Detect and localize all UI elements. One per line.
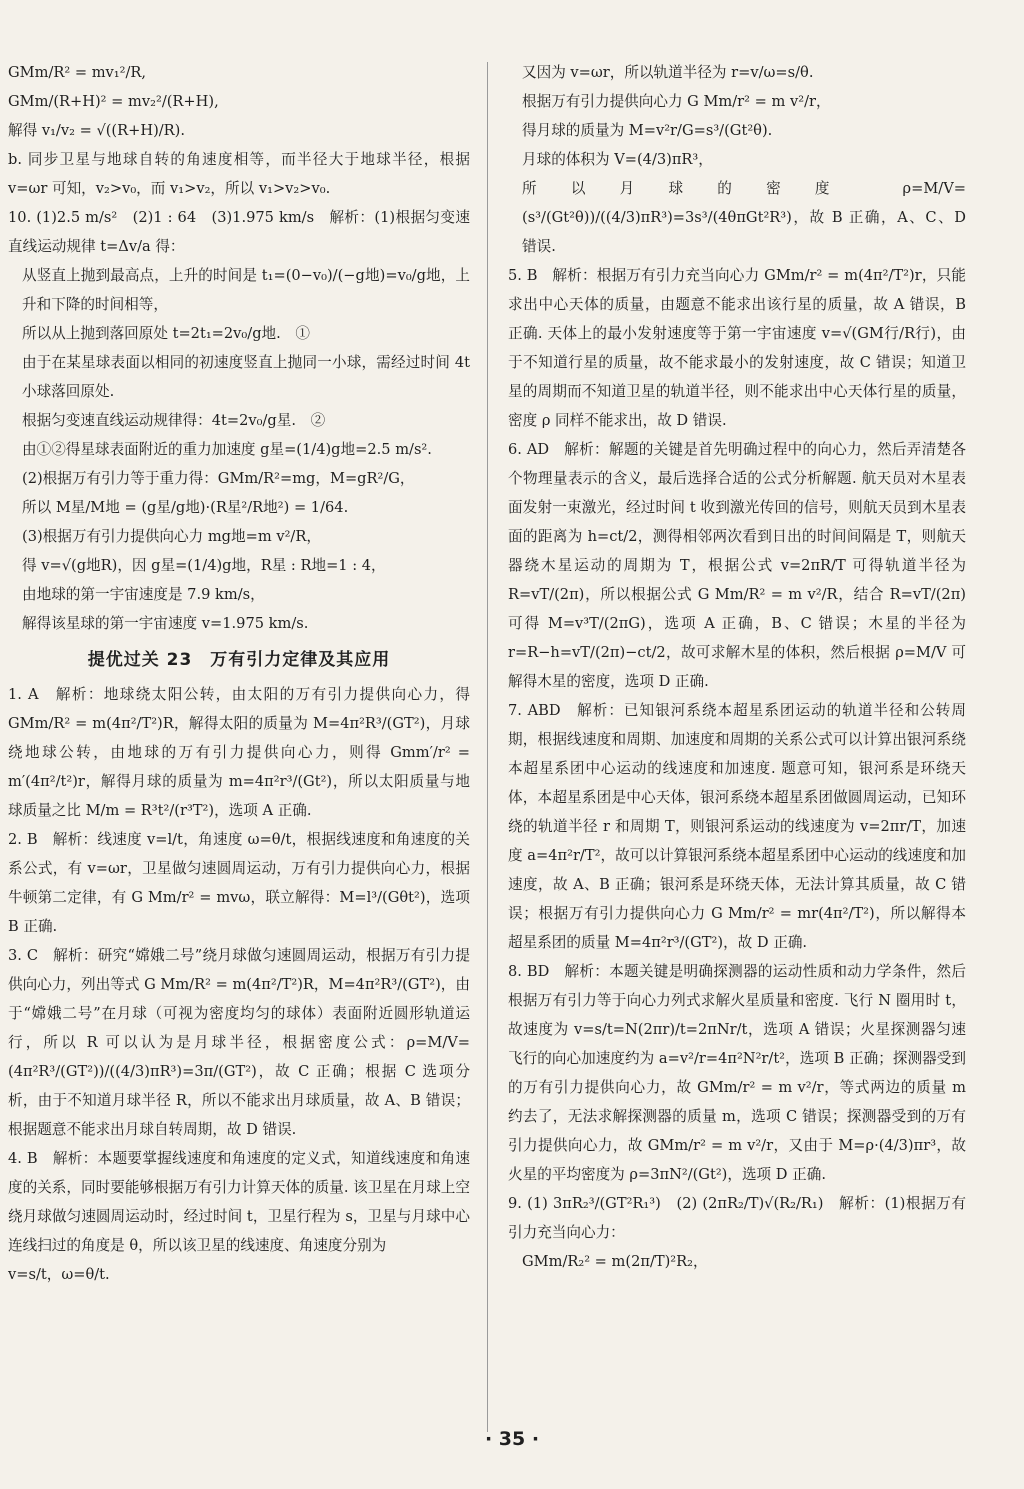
paragraph: 由地球的第一宇宙速度是 7.9 km/s， [22,586,265,603]
section-title: 提优过关 23 万有引力定律及其应用 [87,650,391,670]
answer-6: 6. AD 解析：解题的关键是首先明确过程中的向心力，然后弄清楚各个物理量表示的含义，最后选择合适的公式分析解题. 航天员对木星表面发射一束激光，经过时间 t 收到激光传回的信号，则航天员到木星表面的距离为 h=ct/2，测得相邻两次看到日出的时间间隔是 T，则航天器绕木星运动的周期为 T，根据公式 v=2πR/T 可得轨道半径为 R=vT/(2π)，所以根据公式 G Mm/R² = m v²/R，结合 R=vT/(2π) 可得 M=v³T/(2πG)，选项 A 正确，B、C 错误；木星的半径为 r=R−h=vT/(2π)−ct/2，故可求解木星的体积，然后根据 ρ=M/V 可解得木星的密度，选项 D 正确. [508,441,966,690]
answer-9: 9. (1) 3πR₂³/(GT²R₁³) (2) (2πR₂/T)√(R₂/R₁) 解析：(1)根据万有引力充当向心力： [508,1195,966,1241]
paragraph: 从竖直上抛到最高点，上升的时间是 t₁=(0−v₀)/(−g地)=v₀/g地，上升和下降的时间相等， [22,267,470,313]
answer-2: 2. B 解析：线速度 v=l/t，角速度 ω=θ/t，根据线速度和角速度的关系公式，有 v=ωr，卫星做匀速圆周运动，万有引力提供向心力，根据牛顿第二定律，有 G Mm/r² = mvω，联立解得：M=l³/(Gθt²)，选项 B 正确. [8,831,470,935]
answer-3: 3. C 解析：研究“嫦娥二号”绕月球做匀速圆周运动，根据万有引力提供向心力，列出等式 G Mm/R² = m(4π²/T²)R，M=4π²R³/(GT²)，由于“嫦娥二号”在月球（可视为密度均匀的球体）表面附近圆形轨道运行，所以 R 可以认为是月球半径，根据密度公式：ρ=M/V=(4π²R³/(GT²))/((4/3)πR³)=3π/(GT²)，故 C 正确；根据 C 选项分析，由于不知道月球半径 R，所以不能求出月球质量，故 A、B 错误；根据题意不能求出月球自转周期，故 D 错误. [8,947,470,1138]
answer-1: 1. A 解析：地球绕太阳公转，由太阳的万有引力提供向心力，得 GMm/R² = m(4π²/T²)R，解得太阳的质量为 M=4π²R³/(GT²)，月球绕地球公转，由地球的万有引力提供向心力，则得 Gmm′/r² = m′(4π²/t²)r，解得月球的质量为 m=4π²r³/(Gt²)，所以太阳质量与地球质量之比 M/m = R³t²/(r³T²)，选项 A 正确. [8,686,470,819]
paragraph: 根据万有引力提供向心力 G Mm/r² = m v²/r， [522,93,831,110]
paragraph: 所以月球的密度 ρ=M/V=(s³/(Gt²θ))/((4/3)πR³)=3s³/(4θπGt²R³)，故 B 正确，A、C、D 错误. [522,180,966,255]
equation-line: GMm/R₂² = m(2π/T)²R₂， [522,1253,708,1270]
paragraph: 由于在某星球表面以相同的初速度竖直上抛同一小球，需经过时间 4t 小球落回原处. [22,354,470,400]
answer-8: 8. BD 解析：本题关键是明确探测器的运动性质和动力学条件，然后根据万有引力等于向心力列式求解火星质量和密度. 飞行 N 圈用时 t，故速度为 v=s/t=N(2πr)/t=2πNr/t，选项 A 错误；火星探测器匀速飞行的向心加速度约为 a=v²/r=4π²N²r/t²，选项 B 正确；探测器受到的万有引力提供向心力，故 GMm/r² = m v²/r，等式两边的质量 m 约去了，无法求解探测器的质量 m，选项 C 错误；探测器受到的万有引力提供向心力，故 GMm/r² = m v²/r，又由于 M=ρ·(4/3)πr³，故火星的平均密度为 ρ=3πN²/(Gt²)，选项 D 正确. [508,963,966,1183]
paragraph: 由①②得星球表面附近的重力加速度 g星=(1/4)g地=2.5 m/s². [22,441,432,458]
paragraph: 得 v=√(g地R)，因 g星=(1/4)g地，R星 : R地=1 : 4， [22,557,386,574]
paragraph: (3)根据万有引力提供向心力 mg地=m v²/R， [22,528,321,545]
paragraph: 月球的体积为 V=(4/3)πR³， [522,151,713,168]
paragraph: 所以 M星/M地 = (g星/g地)·(R星²/R地²) = 1/64. [22,499,349,516]
paragraph: b. 同步卫星与地球自转的角速度相等，而半径大于地球半径，根据 v=ωr 可知，v₂>v₀，而 v₁>v₂，所以 v₁>v₂>v₀. [8,151,470,197]
left-column [8,58,470,1289]
answer-7: 7. ABD 解析：已知银河系绕本超星系团运动的轨道半径和公转周期，根据线速度和周期、加速度和周期的关系公式可以计算出银河系绕本超星系团中心运动的线速度和加速度. 题意可知，银河系是环绕天体，本超星系团是中心天体，银河系绕本超星系团做圆周运动，已知环绕的轨道半径 r 和周期 T，则银河系运动的线速度为 v=2πr/T，加速度 a=4π²r/T²，故可以计算银河系绕本超星系团中心运动的线速度和加速度，故 A、B 正确；银河系是环绕天体，无法计算其质量，故 C 错误；根据万有引力提供向心力 G Mm/r² = mr(4π²/T²)，所以解得本超星系团的质量 M=4π²r³/(GT²)，故 D 正确. [508,702,966,951]
page-number: · 35 · [484,1428,540,1450]
paragraph: 所以从上抛到落回原处 t=2t₁=2v₀/g地. ① [22,325,310,342]
right-column [508,58,966,1276]
column-divider [487,62,488,1432]
answer-5: 5. B 解析：根据万有引力充当向心力 GMm/r² = m(4π²/T²)r，只能求出中心天体的质量，由题意不能求出该行星的质量，故 A 错误，B 正确. 天体上的最小发射速度等于第一宇宙速度 v=√(GM行/R行)，由于不知道行星的质量，故不能求最小的发射速度，故 C 错误；知道卫星的周期而不知道卫星的轨道半径，则不能求出中心天体行星的质量，密度 ρ 同样不能求出，故 D 错误. [508,267,966,429]
equation-line: 解得 v₁/v₂ = √((R+H)/R). [8,122,185,139]
equation-line: v=s/t，ω=θ/t. [8,1266,110,1283]
equation-line: GMm/R² = mv₁²/R, [8,64,147,81]
answer-10-heading: 10. (1)2.5 m/s² (2)1 : 64 (3)1.975 km/s 解析：(1)根据匀变速直线运动规律 t=Δv/a 得： [8,209,470,255]
paragraph: 解得该星球的第一宇宙速度 v=1.975 km/s. [22,615,309,632]
answer-4: 4. B 解析：本题要掌握线速度和角速度的定义式，知道线速度和角速度的关系，同时要能够根据万有引力计算天体的质量. 该卫星在月球上空绕月球做匀速圆周运动时，经过时间 t，卫星行程为 s，卫星与月球中心连线扫过的角度是 θ，所以该卫星的线速度、角速度分别为 [8,1150,470,1254]
equation-line: GMm/(R+H)² = mv₂²/(R+H), [8,93,219,110]
paragraph: (2)根据万有引力等于重力得：GMm/R²=mg，M=gR²/G， [22,470,415,487]
paragraph: 又因为 v=ωr，所以轨道半径为 r=v/ω=s/θ. [522,64,814,81]
paragraph: 根据匀变速直线运动规律得：4t=2v₀/g星. ② [22,412,326,429]
paragraph: 得月球的质量为 M=v²r/G=s³/(Gt²θ). [522,122,773,139]
